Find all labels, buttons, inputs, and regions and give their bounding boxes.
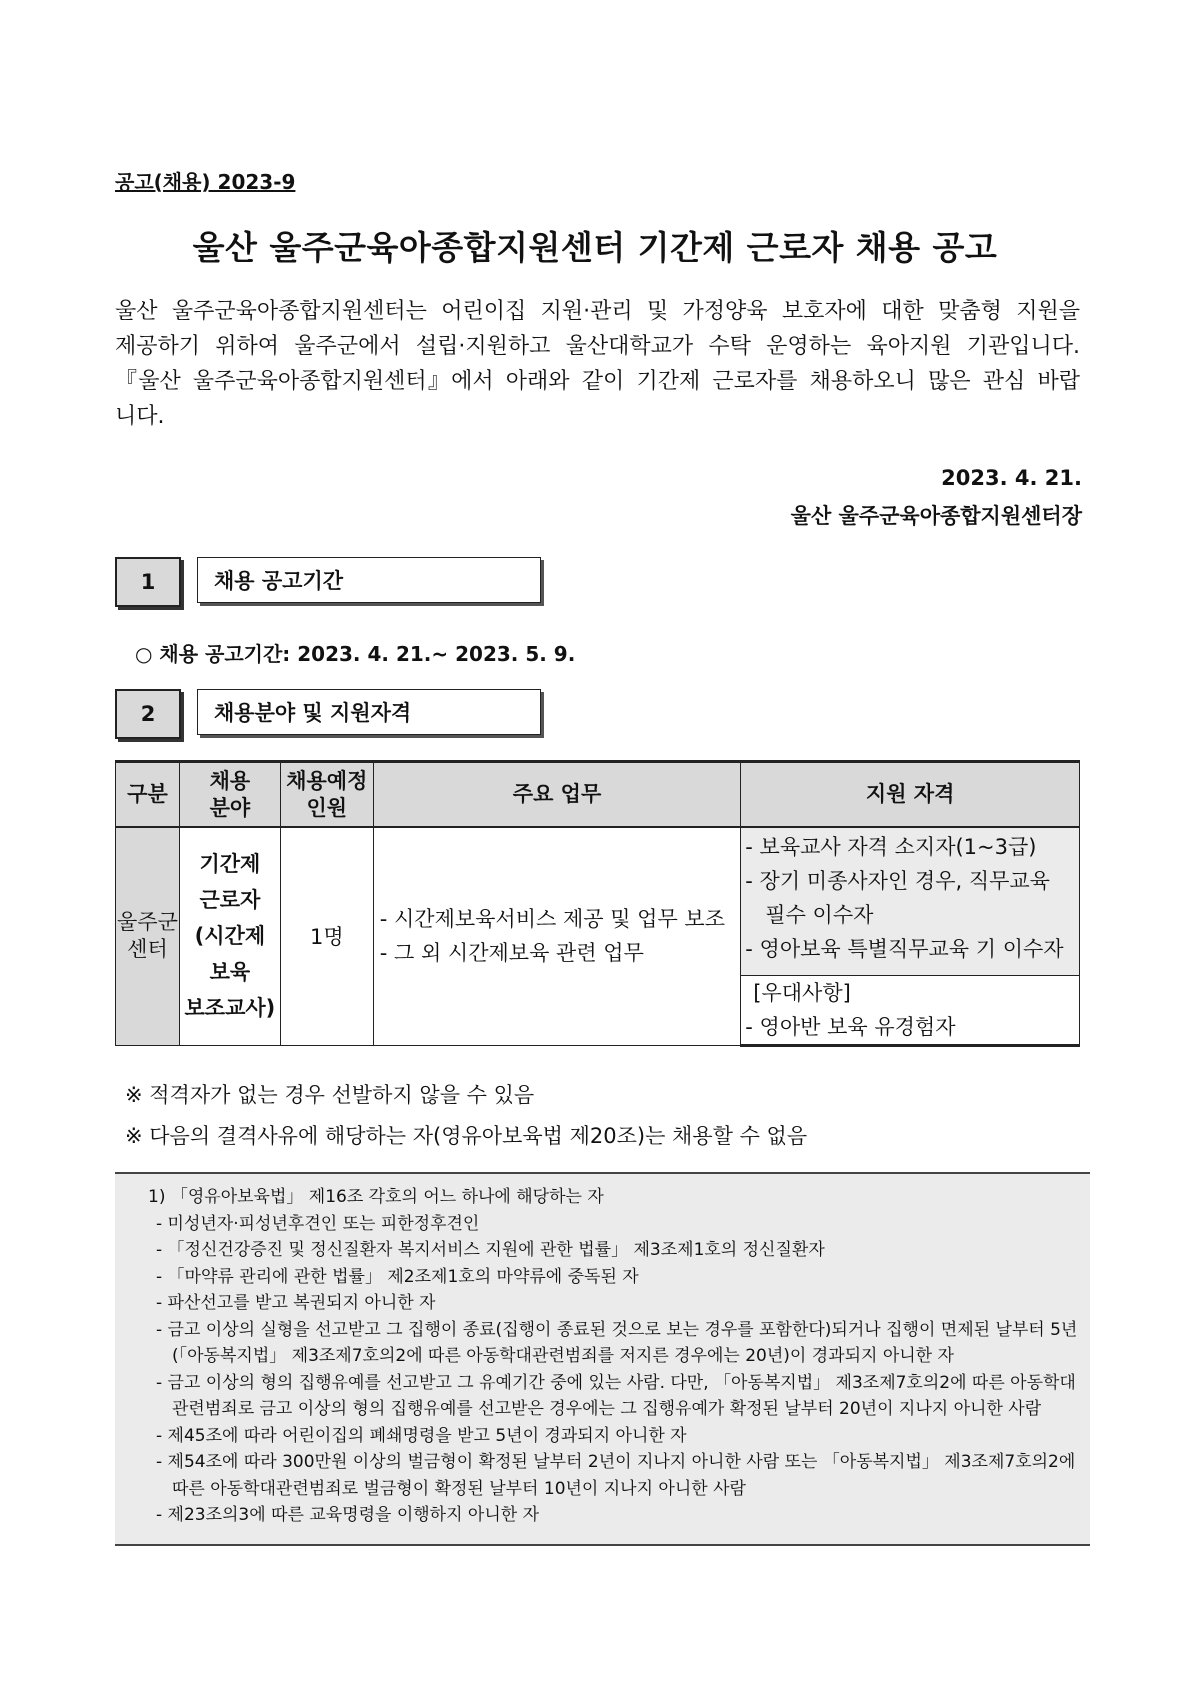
cell-duties [373,827,741,1045]
cell-preference [741,975,1080,1045]
recruitment-period: ○ 채용 공고기간: 2023. 4. 21.~ 2023. 5. 9. [135,642,576,666]
list-item: - 제54조에 따라 300만원 이상의 벌금형이 확정된 날부터 2년이 지나지 아니한 사람 또는 「아동복지법」 제3조제7호의2에 따른 아동학대관련범죄로 벌금형이 확정된 날부터 10년이 지나지 아니한 사람 [156,1452,1076,1499]
preference-heading: [우대사항] [753,980,851,1005]
section-2-title: 채용분야 및 지원자격 [197,689,541,735]
duty-item: - 그 외 시간제보육 관련 업무 [379,941,644,966]
list-item: - 금고 이상의 형의 집행유예를 선고받고 그 유예기간 중에 있는 사람. 다만, 「아동복지법」 제3조제7호의2에 따른 아동학대관련범죄로 금고 이상의 형의 집행유예를 선고받은 경우에는 그 집행유예가 확정된 날부터 20년이 지나지 아니한 사람 [156,1372,1076,1419]
cell-category: 울주군 센터 [116,827,180,1045]
list-item: - 미성년자·피성년후견인 또는 피한정후견인 [156,1213,480,1234]
list-item: - 파산선고를 받고 복권되지 아니한 자 [156,1293,436,1313]
header-field: 채용 분야 [179,762,280,828]
list-item: - 제45조에 따라 어린이집의 폐쇄명령을 받고 5년이 경과되지 아니한 자 [156,1425,687,1446]
list-item: - 「정신건강증진 및 정신질환자 복지서비스 지원에 관한 법률」 제3조제1호의 정신질환자 [156,1240,825,1260]
table-header-row [116,762,1080,828]
announcement-date: 2023. 4. 21. [941,466,1082,490]
header-count: 채용예정 인원 [280,762,373,828]
disqualification-box [115,1172,1090,1546]
recruitment-table [115,760,1080,1047]
qualification-item: - 장기 미종사자인 경우, 직무교육 필수 이수자 [745,869,1050,927]
qualification-item: - 영아보육 특별직무교육 기 이수자 [745,937,1064,961]
cell-qualifications [741,827,1080,975]
cell-field: 기간제 근로자 (시간제 보육 보조교사) [179,827,280,1045]
header-category: 구분 [116,762,180,828]
table-row [116,827,1080,975]
note-1: ※ 적격자가 없는 경우 선발하지 않을 수 있음 [125,1083,535,1107]
list-item: - 금고 이상의 실형을 선고받고 그 집행이 종료(집행이 종료된 것으로 보는 경우를 포함한다)되거나 집행이 면제된 날부터 5년(「아동복지법」 제3조제7호의2에 따른 아동학대관련범죄를 저지른 경우에는 20년)이 경과되지 아니한 자 [156,1319,1078,1366]
section-1-title: 채용 공고기간 [197,557,541,603]
section-1-number: 1 [115,557,181,607]
header-duties: 주요 업무 [373,762,741,828]
header-qualifications: 지원 자격 [741,762,1080,828]
duty-item: - 시간제보육서비스 제공 및 업무 보조 [379,907,725,932]
qualification-item: - 보육교사 자격 소지자(1~3급) [745,835,1037,859]
preference-item: - 영아반 보육 유경험자 [745,1014,956,1039]
disqualification-heading: 1) 「영유아보육법」 제16조 각호의 어느 하나에 해당하는 자 [148,1187,604,1207]
section-2-number: 2 [115,689,181,739]
page-title: 울산 울주군육아종합지원센터 기간제 근로자 채용 공고 [192,228,998,267]
list-item: - 「마약류 관리에 관한 법률」 제2조제1호의 마약류에 중독된 자 [156,1266,639,1287]
cell-count: 1명 [280,827,373,1045]
note-2: ※ 다음의 결격사유에 해당하는 자(영유아보육법 제20조)는 채용할 수 없음 [125,1124,808,1148]
intro-paragraph: 울산 울주군육아종합지원센터는 어린이집 지원·관리 및 가정양육 보호자에 대한 맞춤형 지원을 제공하기 위하여 울주군에서 설립·지원하고 울산대학교가 수탁 운영하는 육아지원 기관입니다. 『울산 울주군육아종합지원센터』에서 아래와 같이 기간제 근로자를 채용하오니 많은 관심 바랍니다. [115,299,1080,429]
notice-number: 공고(채용) 2023-9 [115,170,296,194]
issuer: 울산 울주군육아종합지원센터장 [790,504,1082,528]
list-item: - 제23조의3에 따른 교육명령을 이행하지 아니한 자 [156,1505,540,1525]
